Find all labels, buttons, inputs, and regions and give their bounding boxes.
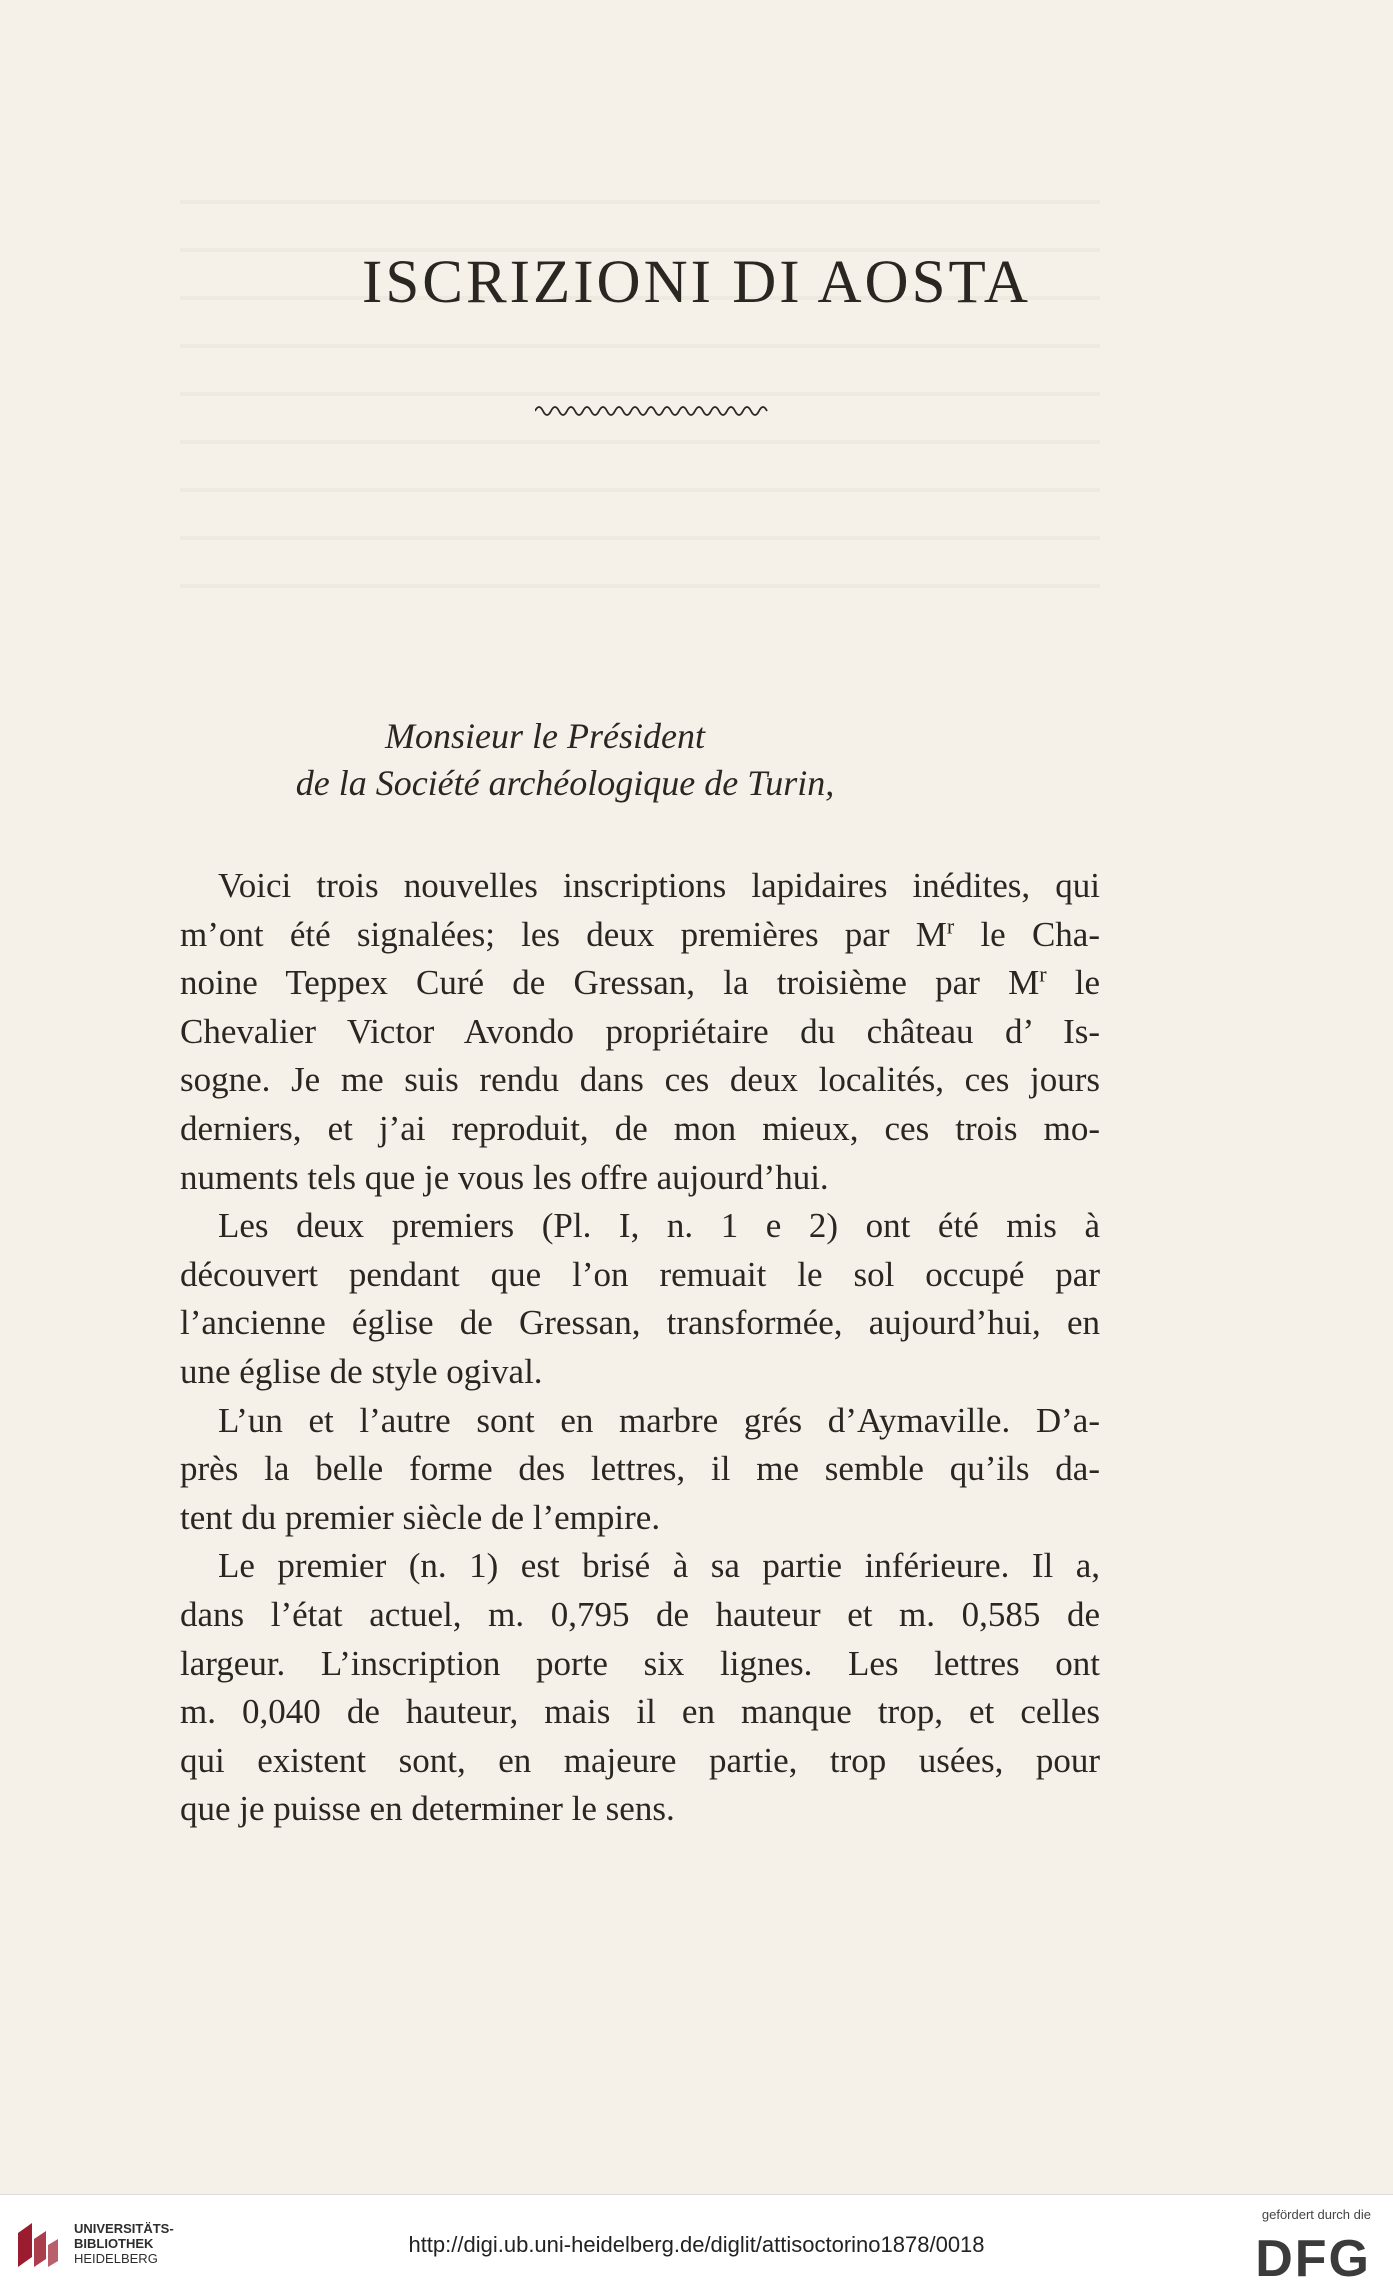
text-line: tent du premier siècle de l’empire. xyxy=(180,1497,661,1537)
page-title: ISCRIZIONI DI AOSTA xyxy=(362,249,1031,316)
text-line: découvert pendant que l’on remuait le sol occupé par xyxy=(180,1254,1100,1294)
text-line: m’ont été signalées; les deux premières par $M^r$ le Cha- xyxy=(180,912,1100,954)
salutation-line-2: de la Société archéologique de Turin, xyxy=(295,763,835,803)
text-line: Chevalier Victor Avondo propriétaire du château d’ Is- xyxy=(180,1011,1100,1051)
text-line: qui existent sont, en majeure partie, trop usées, pour xyxy=(180,1740,1100,1780)
text-line: Le premier (n. 1) est brisé à sa partie inférieure. Il a, xyxy=(218,1546,1100,1586)
paragraph-2 xyxy=(180,1202,1100,1396)
text-line: derniers, et j’ai reproduit, de mon mieux, ces trois mo- xyxy=(180,1108,1100,1148)
ornamental-rule xyxy=(535,400,771,422)
paragraph-1 xyxy=(180,862,1100,1202)
salutation-line-1: Monsieur le Président xyxy=(385,716,705,756)
text-line: noine Teppex Curé de Gressan, la troisième par $M^r$ le xyxy=(180,961,1100,1003)
institution-name[interactable]: UNIVERSITÄTS- BIBLIOTHEK HEIDELBERG xyxy=(74,2221,174,2266)
text-line: sogne. Je me suis rendu dans ces deux localités, ces jours xyxy=(180,1060,1100,1100)
paragraph-4 xyxy=(180,1542,1100,1834)
bleed-through-text xyxy=(180,170,1100,610)
funding-note: gefördert durch die xyxy=(1261,2207,1371,2222)
paragraph-3 xyxy=(180,1397,1100,1543)
text-line: que je puisse en determiner le sens. xyxy=(180,1789,675,1829)
superscript: r xyxy=(946,912,955,938)
text-line: L’un et l’autre sont en marbre grés d’Aymaville. D’a- xyxy=(218,1400,1100,1440)
letter-body xyxy=(180,862,1100,1834)
text-line: numents tels que je vous les offre aujourd’hui. xyxy=(180,1157,829,1197)
permalink-url[interactable]: http://digi.ub.uni-heidelberg.de/diglit/attisoctorino1878/0018 xyxy=(408,2232,985,2257)
text-line: dans l’état actuel, m. 0,795 de hauteur et m. 0,585 de xyxy=(180,1594,1100,1634)
superscript: r xyxy=(1039,961,1047,987)
text-line: près la belle forme des lettres, il me semble qu’ils da- xyxy=(180,1449,1100,1489)
text-line: largeur. L’inscription porte six lignes. Les lettres ont xyxy=(180,1643,1100,1683)
dfg-logo-icon[interactable]: DFG xyxy=(1255,2230,1371,2288)
viewer-footer xyxy=(0,2194,1393,2295)
text-line: Les deux premiers (Pl. I, n. 1 e 2) ont été mis à xyxy=(218,1206,1100,1246)
text-line: Voici trois nouvelles inscriptions lapidaires inédites, qui xyxy=(218,866,1100,905)
text-line: m. 0,040 de hauteur, mais il en manque trop, et celles xyxy=(180,1692,1100,1732)
text-line: l’ancienne église de Gressan, transformée, aujourd’hui, en xyxy=(180,1303,1100,1343)
text-line: une église de style ogival. xyxy=(180,1351,543,1391)
